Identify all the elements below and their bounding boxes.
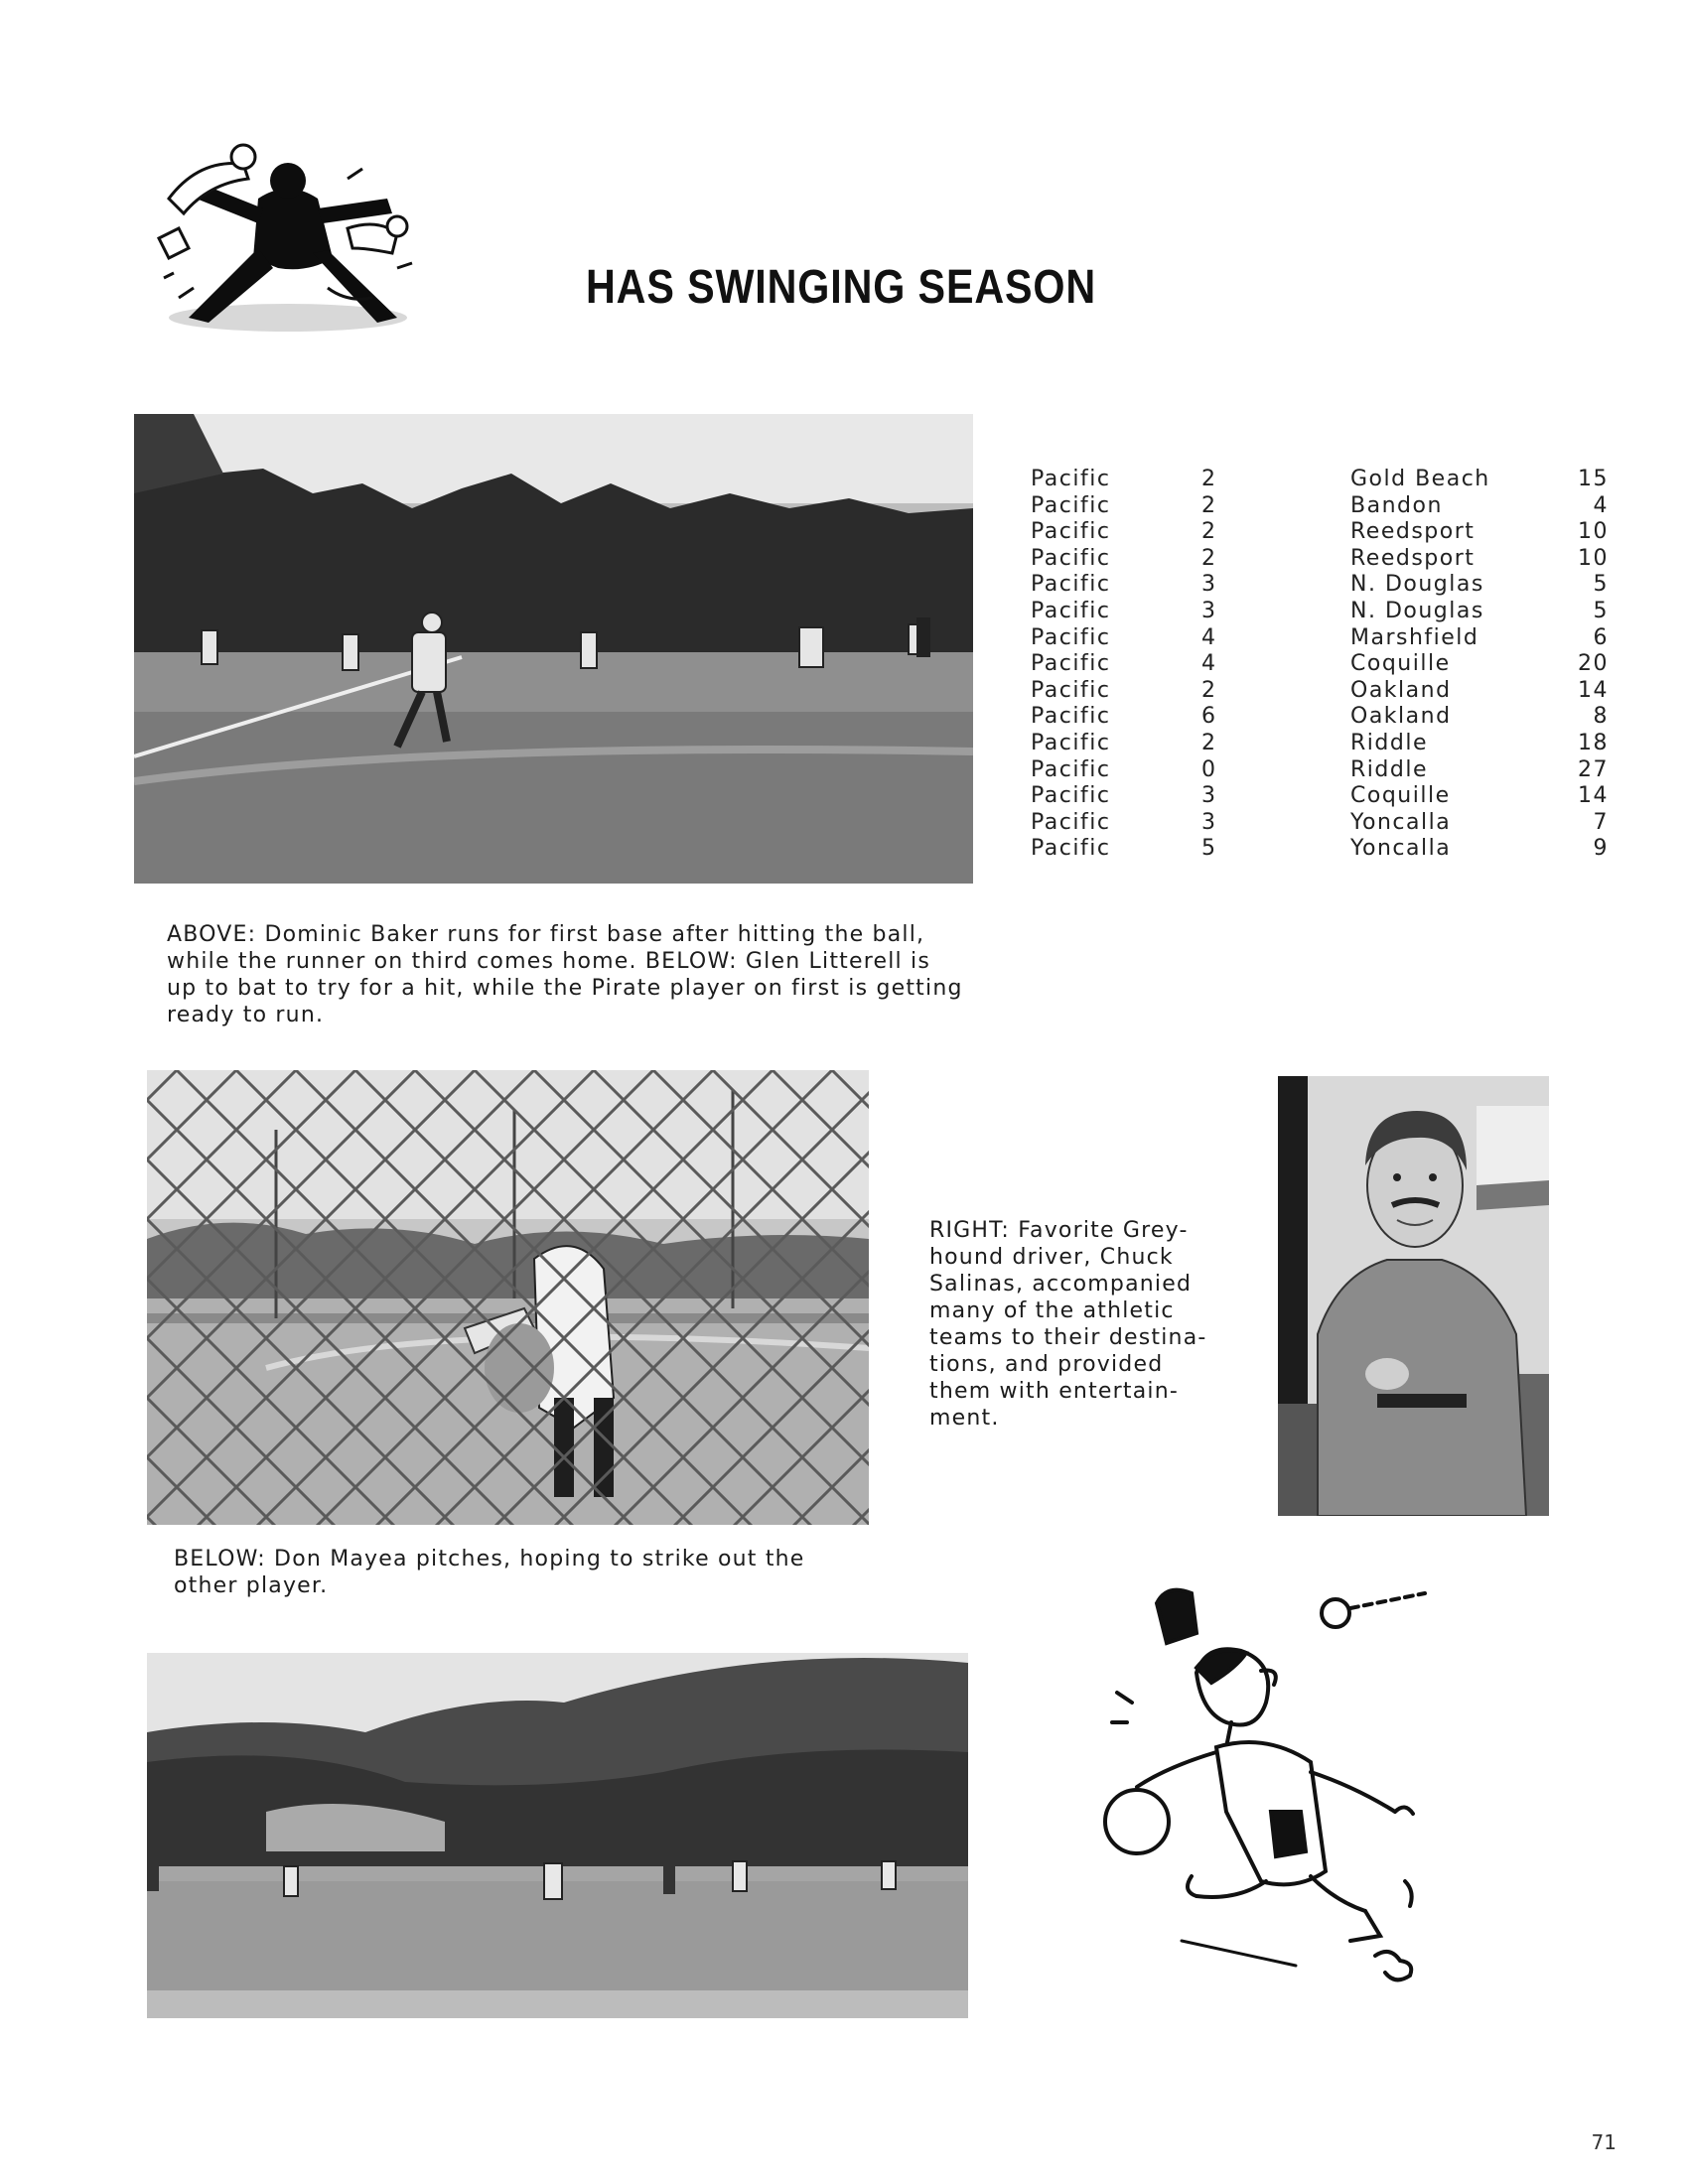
score-cell-score: 3 bbox=[1201, 809, 1217, 835]
caption-line: them with entertain- bbox=[929, 1379, 1179, 1404]
score-cell-opponent-score: 4 bbox=[1593, 492, 1609, 518]
score-cell-score: 2 bbox=[1201, 545, 1217, 571]
season-scores-table bbox=[1031, 467, 1609, 863]
score-cell-team: Pacific bbox=[1031, 624, 1111, 650]
caption-line: ready to run. bbox=[167, 1003, 325, 1027]
caption-line: teams to their destina- bbox=[929, 1325, 1207, 1350]
score-row bbox=[1031, 678, 1609, 705]
score-cell-opponent-score: 15 bbox=[1578, 467, 1609, 491]
score-cell-opponent: Yoncalla bbox=[1350, 809, 1452, 835]
score-cell-score: 4 bbox=[1201, 651, 1217, 677]
caption-line: up to bat to try for a hit, while the Pirate player on first is getting bbox=[167, 976, 963, 1001]
score-row bbox=[1031, 572, 1609, 599]
score-cell-score: 2 bbox=[1201, 677, 1217, 703]
batter-behind-fence-photo bbox=[147, 1070, 869, 1525]
score-cell-opponent-score: 5 bbox=[1593, 598, 1609, 623]
cartoon-pitcher-icon bbox=[1097, 1573, 1445, 1990]
score-cell-team: Pacific bbox=[1031, 730, 1111, 755]
caption-line: many of the athletic bbox=[929, 1298, 1175, 1323]
score-row bbox=[1031, 599, 1609, 625]
score-cell-score: 2 bbox=[1201, 492, 1217, 518]
baseball-runner-photo bbox=[134, 414, 973, 884]
score-cell-team: Pacific bbox=[1031, 467, 1111, 491]
baseball-slide-play-icon bbox=[149, 139, 427, 347]
caption-line: while the runner on third comes home. BELOW: Glen Litterell is bbox=[167, 949, 930, 974]
score-cell-opponent: Riddle bbox=[1350, 730, 1428, 755]
score-cell-opponent-score: 18 bbox=[1578, 730, 1609, 755]
score-cell-team: Pacific bbox=[1031, 756, 1111, 782]
score-cell-opponent: Riddle bbox=[1350, 756, 1428, 782]
caption-below bbox=[174, 1546, 805, 1599]
score-cell-opponent: Reedsport bbox=[1350, 519, 1476, 545]
pitcher-field-photo bbox=[147, 1653, 968, 2018]
score-cell-team: Pacific bbox=[1031, 598, 1111, 623]
score-cell-score: 5 bbox=[1201, 836, 1217, 862]
score-row bbox=[1031, 757, 1609, 784]
score-cell-score: 2 bbox=[1201, 467, 1217, 491]
score-cell-team: Pacific bbox=[1031, 677, 1111, 703]
score-cell-opponent-score: 14 bbox=[1578, 783, 1609, 809]
score-cell-opponent-score: 8 bbox=[1593, 704, 1609, 730]
caption-line: Salinas, accompanied bbox=[929, 1272, 1193, 1297]
score-cell-team: Pacific bbox=[1031, 809, 1111, 835]
score-cell-opponent-score: 10 bbox=[1578, 545, 1609, 571]
score-row bbox=[1031, 493, 1609, 520]
score-cell-team: Pacific bbox=[1031, 492, 1111, 518]
score-cell-score: 3 bbox=[1201, 572, 1217, 598]
caption-line: hound driver, Chuck bbox=[929, 1245, 1174, 1270]
score-cell-score: 6 bbox=[1201, 704, 1217, 730]
score-cell-score: 2 bbox=[1201, 519, 1217, 545]
score-cell-opponent: Gold Beach bbox=[1350, 467, 1490, 491]
score-cell-opponent: Coquille bbox=[1350, 783, 1451, 809]
score-cell-team: Pacific bbox=[1031, 572, 1111, 598]
score-cell-opponent-score: 5 bbox=[1593, 572, 1609, 598]
score-row bbox=[1031, 651, 1609, 678]
score-row bbox=[1031, 546, 1609, 573]
score-cell-team: Pacific bbox=[1031, 704, 1111, 730]
score-cell-opponent-score: 14 bbox=[1578, 677, 1609, 703]
page-title: HAS SWINGING SEASON bbox=[586, 261, 1097, 314]
score-cell-opponent: Oakland bbox=[1350, 704, 1452, 730]
score-row bbox=[1031, 467, 1609, 493]
score-cell-score: 0 bbox=[1201, 756, 1217, 782]
score-cell-opponent: Coquille bbox=[1350, 651, 1451, 677]
caption-line: BELOW: Don Mayea pitches, hoping to strike out the bbox=[174, 1547, 805, 1571]
score-cell-opponent-score: 7 bbox=[1593, 809, 1609, 835]
score-cell-opponent: Bandon bbox=[1350, 492, 1443, 518]
score-cell-opponent: Reedsport bbox=[1350, 545, 1476, 571]
bus-driver-portrait-photo bbox=[1278, 1076, 1549, 1516]
score-row bbox=[1031, 625, 1609, 652]
score-cell-opponent-score: 27 bbox=[1578, 756, 1609, 782]
score-row bbox=[1031, 704, 1609, 731]
score-cell-opponent: Oakland bbox=[1350, 677, 1452, 703]
score-row bbox=[1031, 731, 1609, 757]
score-cell-opponent-score: 10 bbox=[1578, 519, 1609, 545]
score-row bbox=[1031, 519, 1609, 546]
caption-line: RIGHT: Favorite Grey- bbox=[929, 1218, 1189, 1243]
score-cell-team: Pacific bbox=[1031, 519, 1111, 545]
caption-above-below bbox=[167, 921, 963, 1028]
caption-line: other player. bbox=[174, 1573, 329, 1598]
score-cell-team: Pacific bbox=[1031, 836, 1111, 862]
score-cell-opponent-score: 9 bbox=[1593, 836, 1609, 862]
score-cell-score: 3 bbox=[1201, 783, 1217, 809]
score-cell-team: Pacific bbox=[1031, 783, 1111, 809]
caption-line: tions, and provided bbox=[929, 1352, 1164, 1377]
score-cell-score: 4 bbox=[1201, 624, 1217, 650]
caption-right bbox=[929, 1217, 1207, 1432]
score-cell-opponent-score: 6 bbox=[1593, 624, 1609, 650]
page-number: 71 bbox=[1591, 2130, 1617, 2154]
score-cell-team: Pacific bbox=[1031, 651, 1111, 677]
score-cell-opponent: N. Douglas bbox=[1350, 572, 1484, 598]
score-cell-opponent: Yoncalla bbox=[1350, 836, 1452, 862]
score-row bbox=[1031, 783, 1609, 810]
score-cell-score: 3 bbox=[1201, 598, 1217, 623]
score-cell-opponent-score: 20 bbox=[1578, 651, 1609, 677]
caption-line: ABOVE: Dominic Baker runs for first base after hitting the ball, bbox=[167, 922, 925, 947]
score-cell-score: 2 bbox=[1201, 730, 1217, 755]
score-cell-team: Pacific bbox=[1031, 545, 1111, 571]
score-cell-opponent: Marshfield bbox=[1350, 624, 1479, 650]
score-row bbox=[1031, 836, 1609, 863]
score-cell-opponent: N. Douglas bbox=[1350, 598, 1484, 623]
score-row bbox=[1031, 810, 1609, 837]
caption-line: ment. bbox=[929, 1406, 1000, 1431]
